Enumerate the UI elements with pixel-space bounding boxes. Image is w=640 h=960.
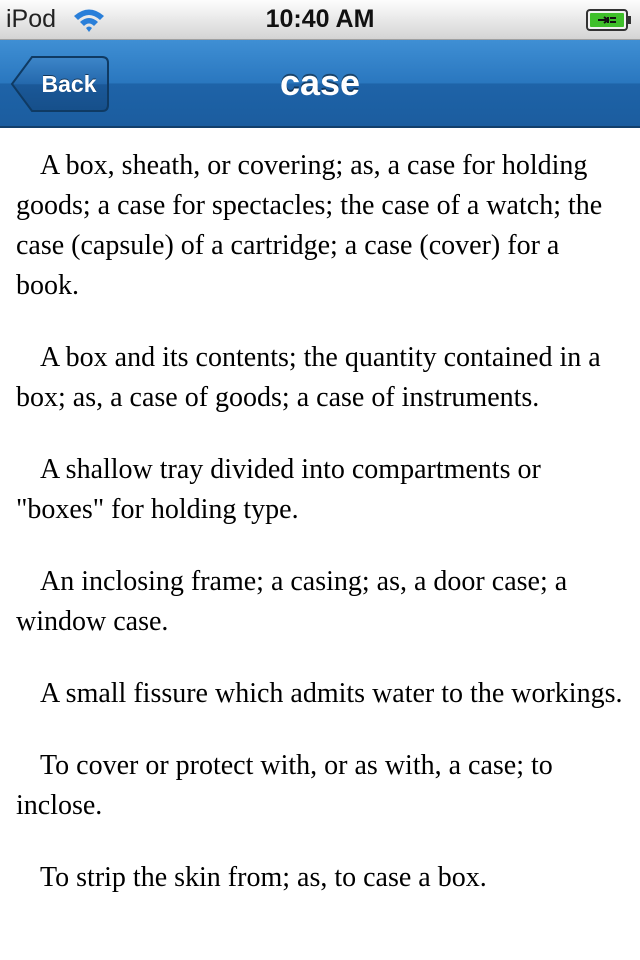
definition-list[interactable] <box>0 128 640 960</box>
definition-item: To cover or protect with, or as with, a case; to inclose. <box>16 750 553 821</box>
back-button[interactable] <box>10 55 110 113</box>
back-button-label: Back <box>41 71 97 97</box>
definition-item: A small fissure which admits water to the workings. <box>40 678 623 709</box>
status-time: 10:40 AM <box>265 5 375 33</box>
definition-item: A box, sheath, or covering; as, a case for holding goods; a case for spectacles; the case of a watch; the case (capsule) of a cartridge; a case (cover) for a book. <box>16 150 603 301</box>
page-title: case <box>279 62 361 103</box>
status-bar <box>0 0 640 40</box>
battery-charging-icon <box>586 8 632 32</box>
definition-item: To strip the skin from; as, to case a box. <box>40 862 487 893</box>
definition-item: An inclosing frame; a casing; as, a door case; a window case. <box>16 566 568 637</box>
carrier-label: iPod <box>6 5 57 33</box>
navigation-bar <box>0 40 640 128</box>
definition-item: A shallow tray divided into compartments or "boxes" for holding type. <box>16 454 541 525</box>
definition-item: A box and its contents; the quantity contained in a box; as, a case of goods; a case of instruments. <box>16 342 601 413</box>
